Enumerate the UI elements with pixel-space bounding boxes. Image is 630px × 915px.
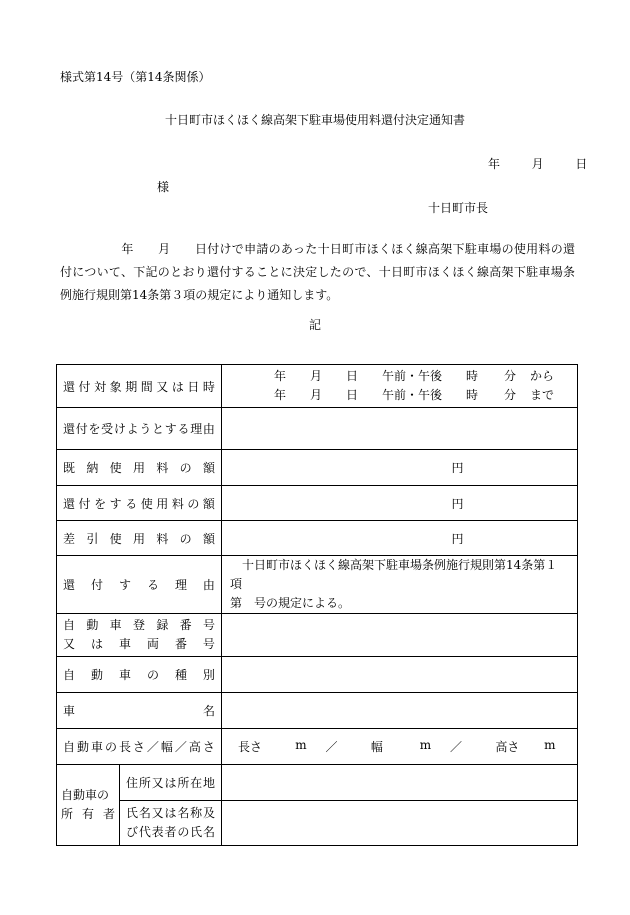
row-diff [57, 521, 578, 556]
label-char: 車 [118, 668, 131, 682]
label-char: を [88, 422, 101, 436]
label-char: の [187, 496, 200, 511]
label-registration [57, 614, 222, 657]
label-char: 在 [190, 776, 203, 790]
label-refund [57, 486, 222, 521]
label-char: 車 [90, 740, 103, 754]
label-char: 理 [174, 578, 187, 592]
label-char: 用 [156, 496, 169, 511]
label-char: 名 [202, 825, 215, 839]
label-char: 称 [190, 806, 203, 820]
diff-value[interactable] [222, 521, 578, 556]
label-char: う [139, 422, 152, 436]
addressee-suffix: 様 [157, 180, 170, 194]
period-from-row [274, 367, 577, 386]
label-diff [57, 521, 222, 556]
label-char: 使 [109, 461, 122, 475]
label-char: 氏 [126, 806, 139, 820]
label-char: す [109, 496, 122, 511]
reason-text-2: 第 号の規定による。 [230, 596, 351, 610]
dimensions-value[interactable] [222, 729, 578, 765]
label-char: の [146, 668, 159, 682]
dimension-part: 幅 [370, 740, 383, 754]
label-char: 料 [171, 496, 184, 511]
label-type [57, 657, 222, 693]
label-char: 又 [151, 806, 164, 820]
date-year: 年 [488, 157, 501, 171]
row-dimensions [57, 729, 578, 765]
label-char: ／ [146, 740, 159, 754]
label-char: 別 [202, 668, 215, 682]
row-owner-address [57, 765, 578, 801]
label-char: 有 [81, 807, 94, 821]
row-reason [57, 556, 578, 614]
label-char: る [177, 422, 190, 436]
label-char: 幅 [160, 740, 173, 754]
period-part: 日 [346, 369, 359, 383]
label-char: の [179, 531, 192, 546]
label-char: 差 [63, 531, 76, 546]
label-owner [57, 765, 119, 845]
label-char: 理 [190, 422, 203, 436]
label-char: 動 [90, 668, 103, 682]
ki-heading: 記 [308, 318, 321, 332]
label-char: よ [126, 422, 139, 436]
label-char: を [94, 496, 107, 511]
row-refund [57, 486, 578, 521]
label-char: 号 [202, 637, 215, 651]
label-char: 所 [61, 807, 74, 821]
label-char: 納 [86, 461, 99, 475]
dimensions-row [222, 738, 577, 755]
car-name-label-1: 車 [63, 704, 76, 718]
label-char: 引 [86, 531, 99, 546]
car-name-label-2: 名 [202, 704, 215, 718]
label-char: は [171, 379, 184, 394]
label-char: 付 [78, 379, 91, 394]
dimension-part: m [295, 738, 307, 752]
label-char: 受 [101, 422, 114, 436]
label-char: 及 [202, 806, 215, 820]
label-char: 所 [177, 776, 190, 790]
reason-value[interactable] [222, 556, 578, 614]
label-char: 動 [76, 740, 89, 754]
owner-label-1: 自動車の [61, 788, 110, 802]
label-char: け [113, 422, 126, 436]
label-char: 由 [202, 422, 215, 436]
label-char: 所 [138, 776, 151, 790]
label-char: 表 [151, 825, 164, 839]
owner-address-value[interactable] [222, 765, 578, 801]
label-char: 期 [125, 379, 138, 394]
label-char: 自 [63, 740, 76, 754]
label-period-text [63, 378, 215, 395]
label-char: 又 [63, 637, 76, 651]
label-char: 住 [126, 776, 139, 790]
refund-value[interactable] [222, 486, 578, 521]
label-char: の [179, 461, 192, 475]
label-char: 使 [109, 531, 122, 546]
row-car-name [57, 693, 578, 729]
label-char: ／ [174, 740, 187, 754]
label-owner-name [120, 801, 221, 845]
label-char: る [125, 496, 138, 511]
period-part: 時 [466, 369, 479, 383]
owner-name-value[interactable] [222, 800, 578, 845]
label-char: る [146, 578, 159, 592]
label-dimensions [57, 729, 222, 765]
dimension-part: ／ [449, 740, 462, 754]
label-purpose [57, 408, 222, 450]
label-char: 既 [63, 461, 76, 475]
label-char: 対 [94, 379, 107, 394]
dimension-part: 長さ [238, 740, 263, 754]
label-char: 料 [156, 461, 169, 475]
label-char: び [126, 825, 139, 839]
label-char: 額 [202, 531, 215, 546]
reason-text-1: 十日町市ほくほく線高架下駐車場条例施行規則第14条第１項 [230, 558, 558, 591]
label-char: 使 [140, 496, 153, 511]
date-month: 月 [531, 157, 544, 171]
document-title: 十日町市ほくほく線高架下駐車場使用料還付決定通知書 [164, 113, 465, 127]
period-value[interactable] [222, 365, 578, 408]
period-part: 年 [274, 388, 287, 402]
label-char: 又 [156, 379, 169, 394]
label-char: 料 [156, 531, 169, 546]
label-char: 象 [109, 379, 122, 394]
label-char: 号 [202, 618, 215, 632]
label-char: 自 [63, 618, 76, 632]
issuer: 十日町市長 [428, 201, 489, 215]
label-char: 代 [138, 825, 151, 839]
period-part: 日 [346, 388, 359, 402]
label-paid [57, 450, 222, 486]
refund-yen: 円 [451, 496, 464, 511]
label-char: 又 [151, 776, 164, 790]
dimension-part: m [544, 738, 556, 752]
period-part: から [530, 369, 555, 383]
period-to-row [274, 386, 577, 405]
period-part: 午前・午後 [382, 388, 443, 402]
period-part: 分 [504, 369, 517, 383]
label-char: 自 [63, 668, 76, 682]
refund-details-table [56, 364, 578, 846]
purpose-value[interactable] [222, 408, 578, 450]
label-address [120, 765, 221, 801]
paid-yen: 円 [451, 461, 464, 475]
period-part: 月 [310, 369, 323, 383]
registration-value[interactable] [222, 614, 578, 657]
label-char: は [90, 637, 103, 651]
label-char: す [118, 578, 131, 592]
label-char: 付 [75, 422, 88, 436]
period-part: まで [530, 388, 555, 402]
owner-group [57, 765, 222, 846]
label-char: 間 [140, 379, 153, 394]
period-part: 時 [466, 388, 479, 402]
row-type [57, 657, 578, 693]
label-char: 動 [86, 618, 99, 632]
label-char: 日 [187, 379, 200, 394]
label-char: と [152, 422, 165, 436]
diff-yen: 円 [451, 531, 464, 546]
period-part: 年 [274, 369, 287, 383]
label-char: 者 [164, 825, 177, 839]
label-char: さ [132, 740, 145, 754]
dimension-part: ／ [325, 740, 338, 754]
label-char: 録 [156, 618, 169, 632]
label-char: 額 [202, 461, 215, 475]
label-char: 高 [188, 740, 201, 754]
row-purpose [57, 408, 578, 450]
label-char: 車 [109, 618, 122, 632]
label-char: 地 [202, 776, 215, 790]
type-value[interactable] [222, 657, 578, 693]
label-char: 付 [90, 578, 103, 592]
label-char: す [164, 422, 177, 436]
label-char: 由 [202, 578, 215, 592]
label-char: 名 [177, 806, 190, 820]
label-char: 車 [118, 637, 131, 651]
label-char: 還 [63, 578, 76, 592]
row-paid [57, 450, 578, 486]
label-char: 還 [63, 379, 76, 394]
label-char: は [164, 776, 177, 790]
label-char: 種 [174, 668, 187, 682]
period-part: 午前・午後 [382, 369, 443, 383]
label-car-name [57, 693, 222, 729]
form-number: 様式第14号（第14条関係） [60, 70, 211, 84]
car-name-value[interactable] [222, 693, 578, 729]
row-period [57, 365, 578, 408]
paid-value[interactable] [222, 450, 578, 486]
label-char: の [104, 740, 117, 754]
label-period [57, 365, 222, 408]
label-char: 還 [63, 422, 76, 436]
label-char: 両 [146, 637, 159, 651]
label-char: 者 [102, 807, 115, 821]
label-char: 登 [132, 618, 145, 632]
date-line [488, 155, 587, 172]
label-char: の [177, 825, 190, 839]
label-char: 付 [78, 496, 91, 511]
date-day: 日 [575, 157, 588, 171]
label-reason [57, 556, 222, 614]
label-char: 時 [202, 379, 215, 394]
period-part: 分 [504, 388, 517, 402]
label-char: 番 [174, 637, 187, 651]
label-char: 番 [179, 618, 192, 632]
label-char: 用 [132, 461, 145, 475]
label-char: 名 [138, 806, 151, 820]
row-registration [57, 614, 578, 657]
label-char: さ [202, 740, 215, 754]
label-char: 額 [202, 496, 215, 511]
label-char: 長 [118, 740, 131, 754]
label-char: 還 [63, 496, 76, 511]
dimension-part: m [419, 738, 432, 752]
dimension-part: 高さ [495, 740, 520, 754]
label-char: は [164, 806, 177, 820]
label-char: 氏 [190, 825, 203, 839]
period-part: 月 [310, 388, 323, 402]
label-char: 用 [132, 531, 145, 546]
body-paragraph: 年 月 日付けで申請のあった十日町市ほくほく線高架下駐車場の使用料の還付について、下記のとおり還付することに決定したので、十日町市ほくほく線高架下駐車場条例施行規則第14条第３項の規定により通知します。 [60, 242, 575, 302]
